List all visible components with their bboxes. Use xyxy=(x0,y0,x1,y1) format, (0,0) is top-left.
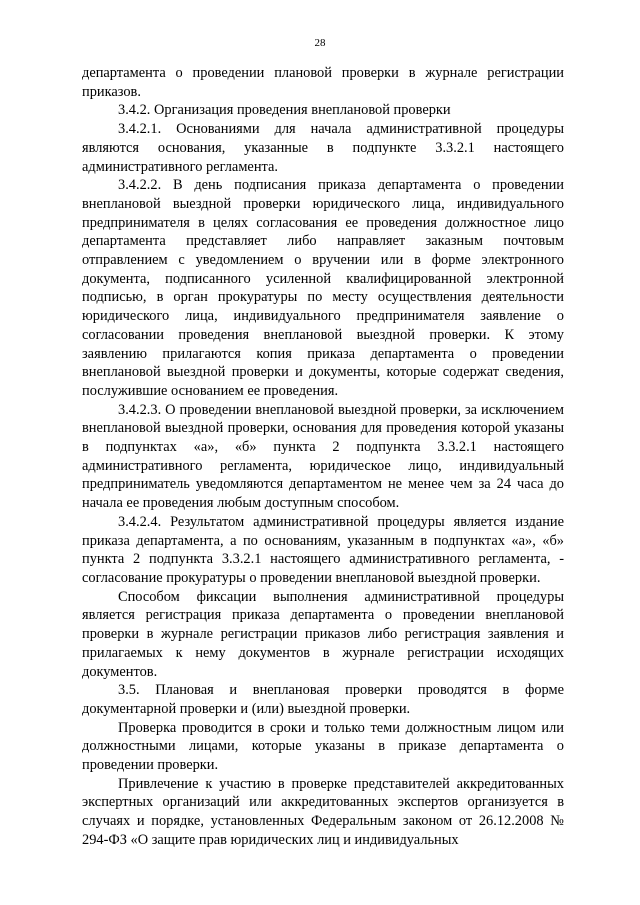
paragraph-fixation-method: Способом фиксации выполнения административной процедуры является регистрация приказа департамента о проведении внеплановой проверки в журнале регистрации приказов либо регистрация заявления и прилагаемых к нему документов в журнале регистрации исходящих документов. xyxy=(82,588,564,680)
paragraph-3-4-2-2: 3.4.2.2. В день подписания приказа департамента о проведении внеплановой выездной проверки юридического лица, индивидуального предпринимателя в целях согласования ее проведения должностное лицо департамента представляет либо направляет заказным почтовым отправлением с уведомлением о вручении или в форме электронного документа, подписанного усиленной квалифицированной электронной подписью, в орган прокуратуры по месту осуществления деятельности юридического лица, индивидуального предпринимателя заявление о согласовании проведения внеплановой выездной проверки. К этому заявлению прилагаются копия приказа департамента о проведении внеплановой выездной проверки и документы, которые содержат сведения, послужившие основанием ее проведения. xyxy=(82,177,564,399)
paragraph-continuation: департамента о проведении плановой проверки в журнале регистрации приказов. xyxy=(82,65,564,100)
paragraph-3-4-2-4: 3.4.2.4. Результатом административной процедуры является издание приказа департамента, а по основаниям, указанным в подпунктах «а», «б» пункта 2 подпункта 3.3.2.1 настоящего административного регламента, - согласование прокуратуры о проведении внеплановой выездной проверки. xyxy=(82,513,564,586)
section-heading-3-4-2: 3.4.2. Организация проведения внеплановой проверки xyxy=(118,102,451,119)
paragraph-3-4-2-3: 3.4.2.3. О проведении внеплановой выездной проверки, за исключением внеплановой выездной проверки, основания для проведения которой указаны в подпунктах «а», «б» пункта 2 подпункта 3.3.2.1 настоящего административного регламента, юридическое лицо, индивидуальный предприниматель уведомляются департаментом не менее чем за 24 часа до начала ее проведения любым доступным способом. xyxy=(82,401,564,512)
paragraph-3-5: 3.5. Плановая и внеплановая проверки проводятся в форме документарной проверки и (или) выездной проверки. xyxy=(82,682,564,717)
paragraph-experts-involvement: Привлечение к участию в проверке представителей аккредитованных экспертных организаций или аккредитованных экспертов организуется в случаях и порядке, установленных Федеральным законом от 26.12.2008 № 294-ФЗ «О защите прав юридических лиц и индивидуальных xyxy=(82,775,564,848)
paragraph-3-4-2-1: 3.4.2.1. Основаниями для начала административной процедуры являются основания, указанные в подпункте 3.3.2.1 настоящего административного регламента. xyxy=(82,121,564,175)
paragraph-inspection-terms: Проверка проводится в сроки и только теми должностным лицом или должностными лицами, которые указаны в приказе департамента о проведении проверки. xyxy=(82,719,564,774)
document-body xyxy=(82,64,564,850)
page-number: 28 xyxy=(314,37,326,49)
